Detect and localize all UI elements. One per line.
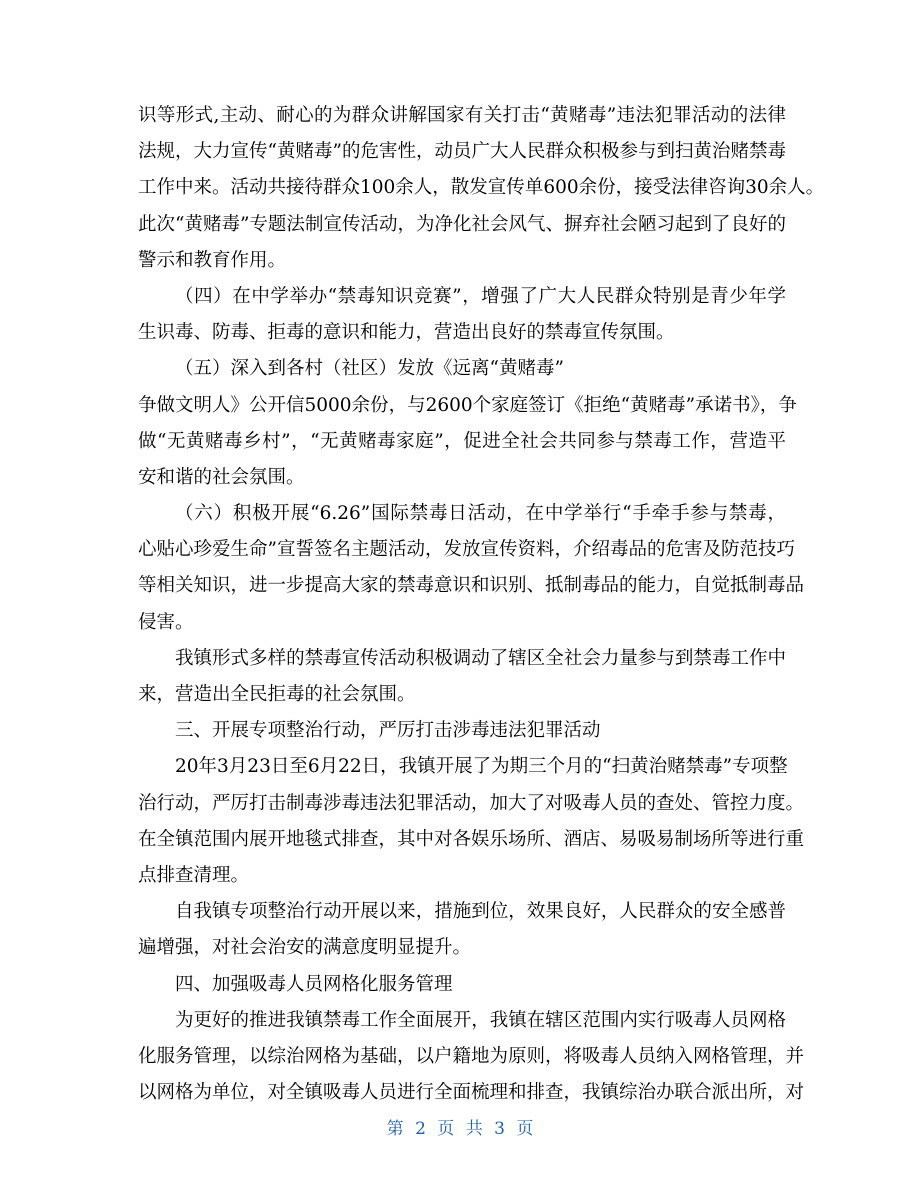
text-line: 三、开展专项整治行动，严厉打击涉毒违法犯罪活动 [175,720,601,742]
text-line: 工作中来。活动共接待群众100余人，散发宣传单600余份，接受法律咨询30余人。 [138,177,825,199]
text-line: 点排查清理。 [138,864,250,886]
text-line: 做“无黄赌毒乡村”，“无黄赌毒家庭”，促进全社会共同参与禁毒工作，营造平 [138,430,786,452]
document-body [138,98,825,1111]
text-line: （六）积极开展“6.26”国际禁毒日活动，在中学举行“手牵手参与禁毒， [175,503,786,525]
text-line: 法规，大力宣传“黄赌毒”的危害性，动员广大人民群众积极参与到扫黄治赌禁毒 [138,141,786,163]
text-line: 生识毒、防毒、拒毒的意识和能力，营造出良好的禁毒宣传氛围。 [138,322,675,344]
text-line: 争做文明人》公开信5000余份，与2600个家庭签订《拒绝“黄赌毒”承诺书》，争 [138,394,797,416]
text-line: 侵害。 [138,611,194,633]
text-line: 警示和教育作用。 [138,249,287,271]
text-line: 以网格为单位，对全镇吸毒人员进行全面梳理和排查，我镇综治办联合派出所，对 [138,1082,805,1104]
text-line: 此次“黄赌毒”专题法制宣传活动，为净化社会风气、摒弃社会陋习起到了良好的 [138,213,786,235]
text-line: 识等形式,主动、耐心的为群众讲解国家有关打击“黄赌毒”违法犯罪活动的法律 [138,105,786,126]
text-line: 等相关知识，进一步提高大家的禁毒意识和识别、抵制毒品的能力，自觉抵制毒品 [138,575,805,597]
text-line: 我镇形式多样的禁毒宣传活动积极调动了辖区全社会力量参与到禁毒工作中 [175,647,786,669]
page-number-footer: 第 2 页 共 3 页 [386,1119,534,1139]
text-line: 为更好的推进我镇禁毒工作全面展开，我镇在辖区范围内实行吸毒人员网格 [175,1009,786,1031]
text-line: 安和谐的社会氛围。 [138,466,305,488]
text-line: 20年3月23日至6月22日，我镇开展了为期三个月的“扫黄治赌禁毒”专项整 [175,756,788,778]
text-line: 四、加强吸毒人员网格化服务管理 [175,973,453,995]
text-line: 来，营造出全民拒毒的社会氛围。 [138,684,416,705]
text-line: （四）在中学举办“禁毒知识竞赛”，增强了广大人民群众特别是青少年学 [175,285,786,307]
text-line: 在全镇范围内展开地毯式排查，其中对各娱乐场所、酒店、易吸易制场所等进行重 [138,828,805,850]
text-line: 化服务管理，以综治网格为基础，以户籍地为原则，将吸毒人员纳入网格管理，并 [138,1045,805,1067]
text-line: 自我镇专项整治行动开展以来，措施到位，效果良好，人民群众的安全感普 [175,901,786,923]
text-line: 遍增强，对社会治安的满意度明显提升。 [138,937,472,959]
text-line: （五）深入到各村（社区）发放《远离“黄赌毒” [175,358,564,380]
text-line: 治行动，严厉打击制毒涉毒违法犯罪活动，加大了对吸毒人员的查处、管控力度。 [138,792,805,814]
text-line: 心贴心珍爱生命”宣誓签名主题活动，发放宣传资料，介绍毒品的危害及防范技巧 [138,539,795,561]
